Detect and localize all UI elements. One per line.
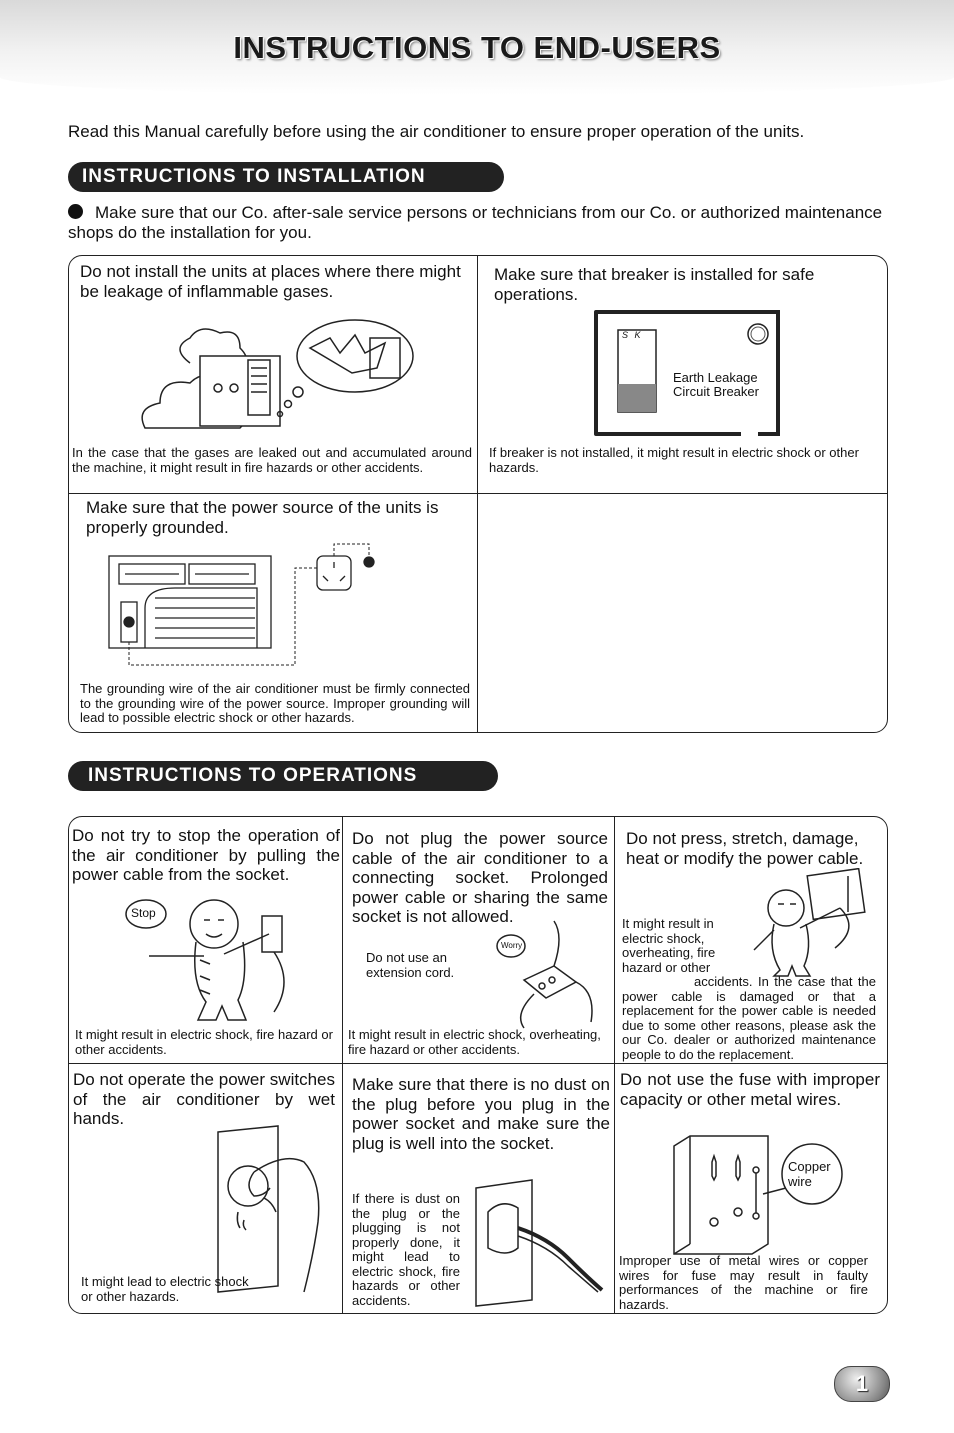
install-cell3-title: Make sure that the power source of the units is properly grounded.: [86, 498, 439, 537]
extension-cord-illustration: [494, 920, 604, 1030]
page-title: INSTRUCTIONS TO END-USERS: [233, 30, 721, 65]
op-cell2-bubble: Worry: [501, 941, 523, 950]
grounding-illustration: [105, 538, 385, 670]
gas-leak-illustration: [130, 318, 420, 443]
op-cell5-title: Make sure that there is no dust on the plug before you plug in the power socket and make sure the plug is well into the socket.: [352, 1075, 610, 1153]
breaker-label: Earth Leakage Circuit Breaker: [673, 370, 759, 399]
operations-heading: INSTRUCTIONS TO OPERATIONS: [68, 761, 498, 791]
divider: [69, 1063, 887, 1064]
breaker-brand: S K: [622, 330, 643, 340]
installation-bullet: [68, 203, 888, 243]
op-cell2-note: It might result in electric shock, overheating, fire hazard or other accidents.: [348, 1027, 601, 1057]
page-number-badge: [834, 1366, 890, 1402]
divider: [477, 256, 478, 732]
divider: [614, 817, 615, 1313]
op-cell2-label: Do not use an extension cord.: [366, 950, 455, 980]
bullet-icon: [68, 204, 83, 219]
installation-bullet-text: Make sure that our Co. after-sale service persons or technicians from our Co. or authorized maintenance shops do the installation for you.: [68, 203, 883, 242]
op-cell4-note: It might lead to electric shock or other hazards.: [81, 1274, 249, 1304]
op-cell4-title: Do not operate the power switches of the air conditioner by wet hands.: [73, 1070, 335, 1128]
op-cell1-note: It might result in electric shock, fire hazard or other accidents.: [75, 1027, 333, 1057]
page-number: 1: [855, 1371, 869, 1396]
installation-heading: INSTRUCTIONS TO INSTALLATION: [68, 162, 504, 192]
install-cell2-note: If breaker is not installed, it might result in electric shock or other hazards.: [489, 445, 859, 475]
install-cell1-note: In the case that the gases are leaked out and accumulated around the machine, it might result in fire hazards or other accidents.: [72, 445, 472, 475]
op-cell5-note: If there is dust on the plug or the plugging is not properly done, it might lead to electric shock, fire hazards or other accidents.: [352, 1191, 460, 1308]
divider: [69, 493, 887, 494]
op-cell3-note-a: It might result in electric shock, overheating, fire hazard or other: [622, 916, 716, 975]
op-cell1-title: Do not try to stop the operation of the air conditioner by pulling the power cable from the socket.: [72, 826, 340, 884]
op-cell6-note: Improper use of metal wires or copper wires for fuse may result in faulty performances of the machine or fire hazards.: [619, 1253, 868, 1312]
op-cell3-note-b: accidents. In the case that the power cable is damaged or that a replacement for the power cable is needed due to some other reasons, please ask the our Co. dealer or authorized maintenance people to do the replacement.: [622, 974, 876, 1062]
op-cell3-title: Do not press, stretch, damage, heat or modify the power cable.: [626, 829, 864, 868]
op-cell6-bubble: Copper wire: [788, 1159, 831, 1189]
fuse-box-illustration: [668, 1132, 848, 1256]
op-cell6-title: Do not use the fuse with improper capacity or other metal wires.: [620, 1070, 880, 1109]
install-cell3-note: The grounding wire of the air conditioner must be firmly connected to the grounding wire of the power source. Improper grounding will lead to possible electric shock or other hazards.: [80, 681, 470, 725]
plug-socket-illustration: [470, 1176, 610, 1308]
intro-text: Read this Manual carefully before using the air conditioner to ensure proper operation of the units.: [68, 122, 805, 141]
install-cell1-title: Do not install the units at places where there might be leakage of inflammable gases.: [80, 262, 461, 301]
op-cell1-bubble: Stop: [131, 906, 156, 920]
install-cell2-title: Make sure that breaker is installed for safe operations.: [494, 265, 815, 304]
wet-hand-switch-illustration: [214, 1122, 326, 1294]
op-cell2-title: Do not plug the power source cable of the air conditioner to a connecting socket. Prolonged power cable or sharing the same socket is not allowed.: [352, 829, 608, 926]
tiger-damaging-cable-illustration: [740, 868, 880, 978]
divider: [342, 817, 343, 1313]
